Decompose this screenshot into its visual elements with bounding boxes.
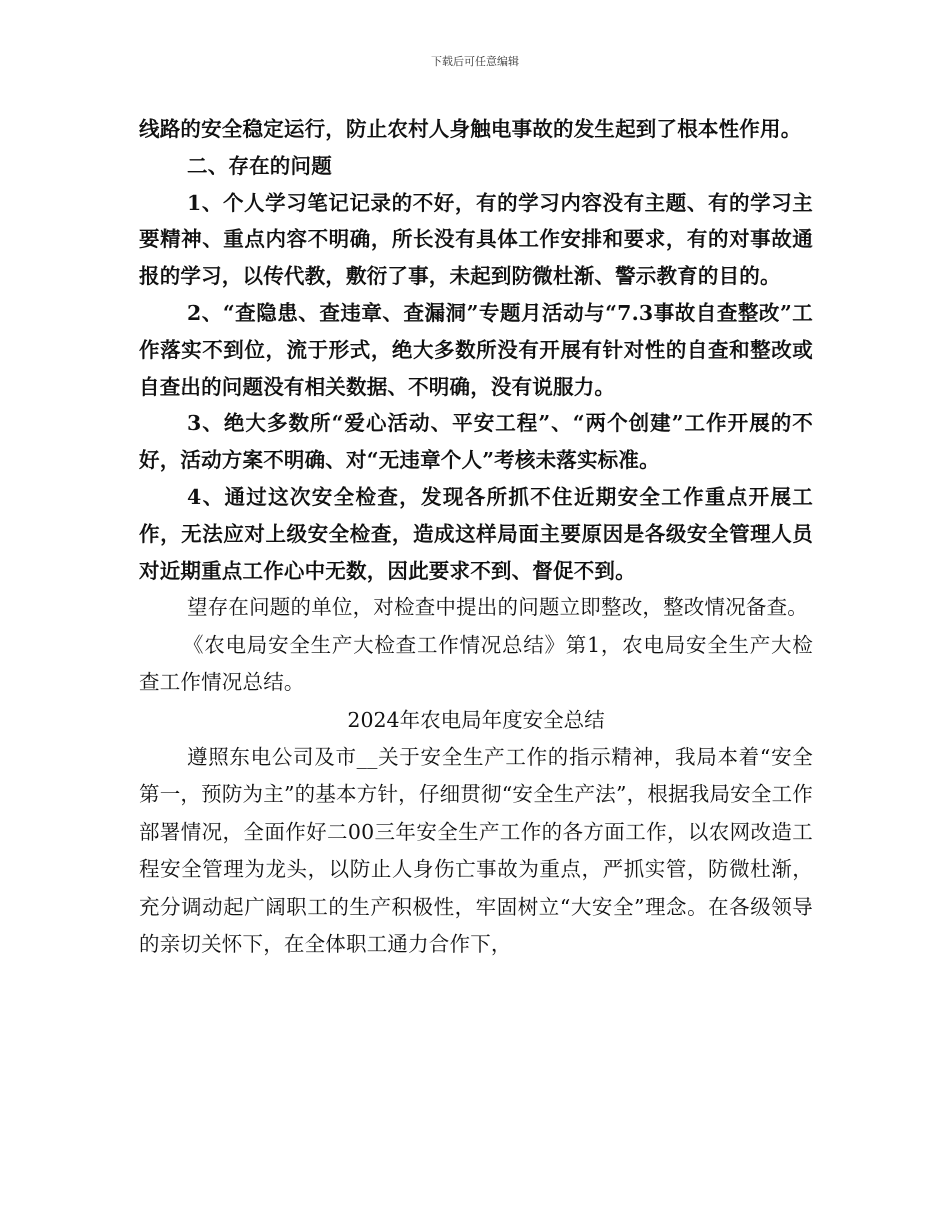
rectification-request: 望存在问题的单位，对检查中提出的问题立即整改，整改情况备查。 <box>187 595 808 620</box>
page-header: 下载后可任意编辑 <box>431 55 519 68</box>
document-title: 2024年农电局年度安全总结 <box>347 707 605 732</box>
paragraph-continuation: 线路的安全稳定运行，防止农村人身触电事故的发生起到了根本性作用。 <box>139 117 802 141</box>
summary-reference: 《农电局安全生产大检查工作情况总结》第1，农电局安全生产大检查工作情况总结。 <box>139 632 813 695</box>
problem-item-2: 2、“查隐患、查违章、查漏洞”专题月活动与“7.3事故自查整改”工作落实不到位，流于形式，绝大多数所没有开展有针对性的自查和整改或自查出的问题没有相关数据、不明确，没有说服力。 <box>139 300 813 399</box>
problem-item-4: 4、通过这次安全检查，发现各所抓不住近期安全工作重点开展工作，无法应对上级安全检查，造成这样局面主要原因是各级安全管理人员对近期重点工作心中无数，因此要求不到、督促不到。 <box>139 484 813 583</box>
document-body <box>139 111 813 963</box>
summary-intro-paragraph: 遵照东电公司及市__关于安全生产工作的指示精神，我局本着“安全第一，预防为主”的基本方针，仔细贯彻“安全生产法”，根据我局安全工作部署情况，全面作好二00三年安全生产工作的各方面工作，以农网改造工程安全管理为龙头，以防止人身伤亡事故为重点，严抓实管，防微杜渐，充分调动起广阔职工的生产积极性，牢固树立“大安全”理念。在各级领导的亲切关怀下，在全体职工通力合作下， <box>139 744 813 957</box>
section-heading-problems: 二、存在的问题 <box>187 153 332 178</box>
problem-item-1: 1、个人学习笔记记录的不好，有的学习内容没有主题、有的学习主要精神、重点内容不明确，所长没有具体工作安排和要求，有的对事故通报的学习，以传代教，敷衍了事，未起到防微杜渐、警示教育的目的。 <box>139 190 813 289</box>
problem-item-3: 3、绝大多数所“爱心活动、平安工程”、“两个创建”工作开展的不好，活动方案不明确、对“无违章个人”考核未落实标准。 <box>139 411 813 473</box>
